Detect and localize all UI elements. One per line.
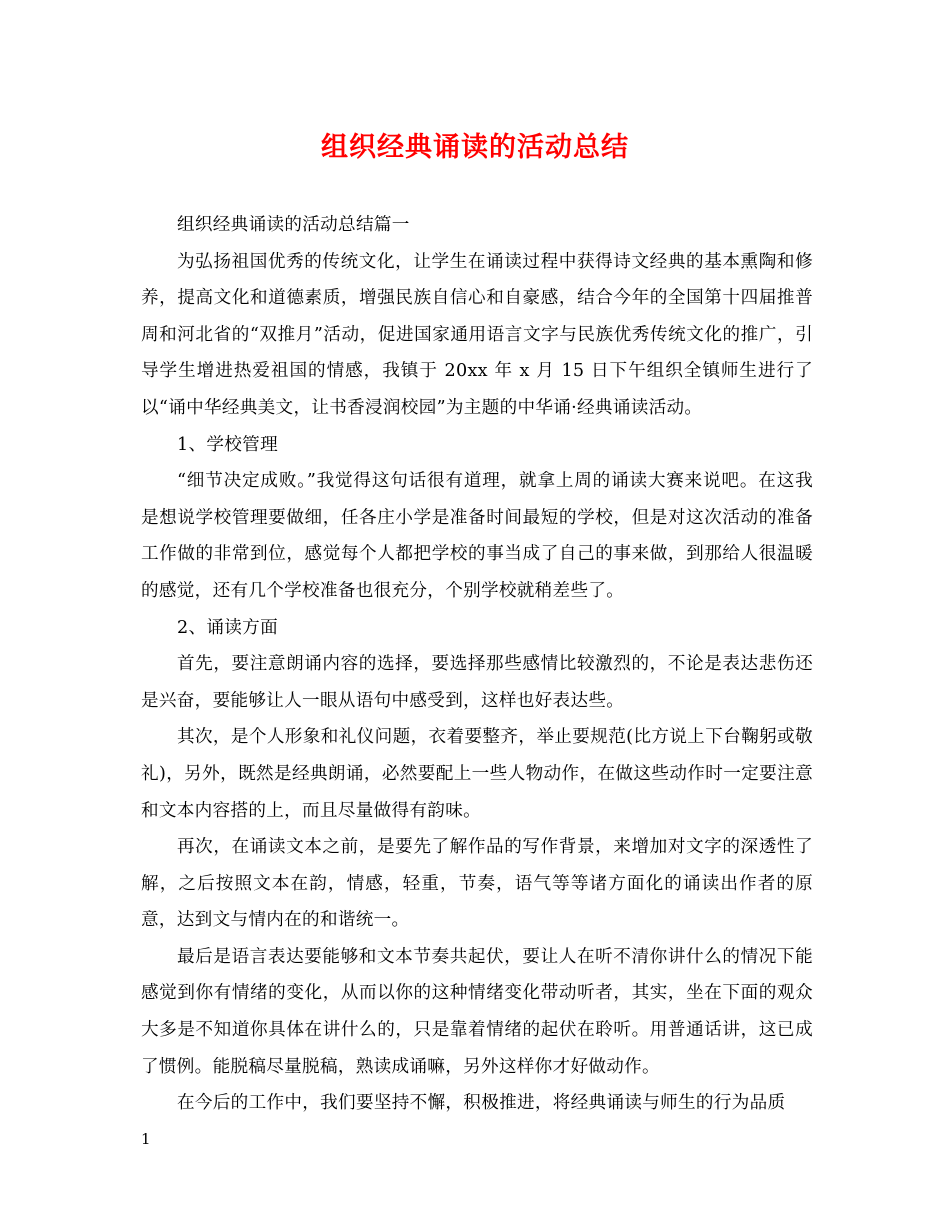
document-body: [141, 207, 813, 1122]
paragraph: 再次，在诵读文本之前，是要先了解作品的写作背景，来增加对文字的深透性了解，之后按照文本在韵，情感，轻重，节奏，语气等等诸方面化的诵读出作者的原意，达到文与情内在的和谐统一。: [141, 837, 813, 931]
subheading-recitation: 2、诵读方面: [177, 617, 278, 638]
document-title: 组织经典诵读的活动总结: [321, 132, 629, 163]
paragraph: 在今后的工作中，我们要坚持不懈，积极推进，将经典诵读与师生的行为品质: [177, 1093, 786, 1114]
paragraph: 首先，要注意朗诵内容的选择，要选择那些感情比较激烈的，不论是表达悲伤还是兴奋，要能够让人一眼从语句中感受到，这样也好表达些。: [141, 654, 813, 711]
page-number: 1: [141, 1130, 151, 1148]
paragraph: 为弘扬祖国优秀的传统文化，让学生在诵读过程中获得诗文经典的基本熏陶和修养，提高文化和道德素质，增强民族自信心和自豪感，结合今年的全国第十四届推普周和河北省的“双推月”活动，促进国家通用语言文字与民族优秀传统文化的推广，引导学生增进热爱祖国的情感，我镇于 20xx 年 x 月 15 日下午组织全镇师生进行了以“诵中华经典美文，让书香浸润校园”为主题的中华诵·经典诵读活动。: [141, 251, 813, 418]
paragraph: “细节决定成败。”我觉得这句话很有道理，就拿上周的诵读大赛来说吧。在这我是想说学校管理要做细，任各庄小学是准备时间最短的学校，但是对这次活动的准备工作做的非常到位，感觉每个人都把学校的事当成了自己的事来做，到那给人很温暖的感觉，还有几个学校准备也很充分，个别学校就稍差些了。: [141, 471, 813, 601]
paragraph: 其次，是个人形象和礼仪问题，衣着要整齐，举止要规范(比方说上下台鞠躬或敬礼)，另外，既然是经典朗诵，必然要配上一些人物动作，在做这些动作时一定要注意和文本内容搭的上，而且尽量做得有韵味。: [141, 727, 813, 821]
section-heading: 组织经典诵读的活动总结篇一: [177, 215, 410, 235]
subheading-school-management: 1、学校管理: [177, 434, 278, 455]
paragraph: 最后是语言表达要能够和文本节奏共起伏，要让人在听不清你讲什么的情况下能感觉到你有情绪的变化，从而以你的这种情绪变化带动听者，其实，坐在下面的观众大多是不知道你具体在讲什么的，只是靠着情绪的起伏在聆听。用普通话讲，这已成了惯例。能脱稿尽量脱稿，熟读成诵嘛，另外这样你才好做动作。: [141, 946, 813, 1077]
